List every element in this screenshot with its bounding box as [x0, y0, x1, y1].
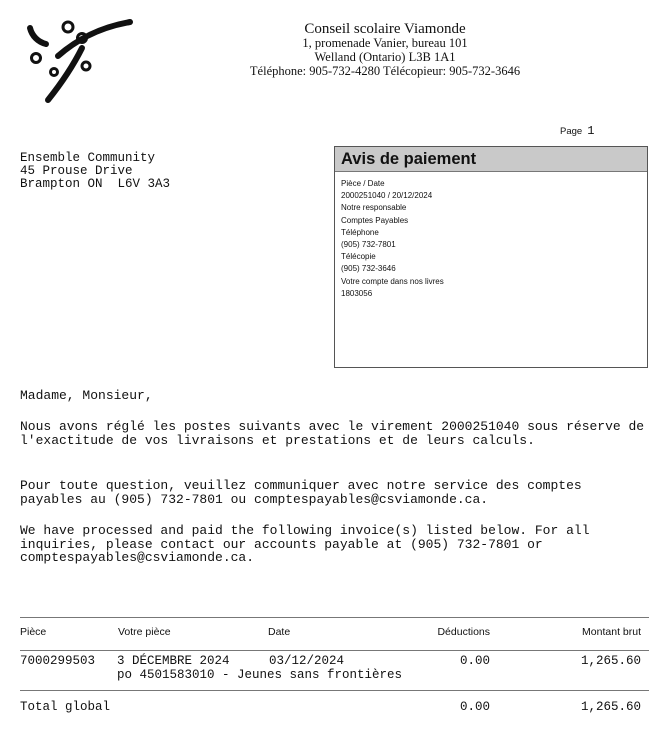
recipient-address	[20, 152, 170, 191]
column-header-deductions: Déductions	[437, 626, 490, 638]
column-header-gross-amount: Montant brut	[582, 626, 641, 638]
page-indicator	[560, 124, 594, 138]
piece-date-value: 2000251040 / 20/12/2024	[341, 191, 433, 201]
cell-description: po 4501583010 - Jeunes sans frontières	[117, 668, 403, 682]
column-header-your-piece: Votre pièce	[118, 626, 171, 638]
paragraph-french-payment: Nous avons réglé les postes suivants avec le virement 2000251040 sous réserve de l'exactitude de vos livraisons et prestations et de leurs calculs.	[20, 419, 645, 448]
column-header-piece: Pièce	[20, 626, 47, 638]
paragraph-english: We have processed and paid the following invoice(s) listed below. For all inquiries, please contact our accounts payable at (905) 732-7801 or comptespayables@csviamonde.ca.	[20, 523, 590, 565]
column-header-date: Date	[268, 626, 291, 638]
account-value: 1803056	[341, 288, 373, 298]
responsible-value: Comptes Payables	[341, 215, 409, 225]
phone-label: Téléphone	[341, 227, 379, 237]
recipient-street: 45 Prouse Drive	[20, 164, 133, 178]
cell-date: 03/12/2024	[269, 654, 345, 668]
page-label: Page	[560, 126, 583, 137]
organization-contact: Téléphone: 905-732-4280 Télécopieur: 905-732-3646	[249, 64, 521, 78]
organization-address-line2: Welland (Ontario) L3B 1A1	[314, 50, 456, 64]
total-gross-amount: 1,265.60	[580, 700, 641, 714]
cell-your-piece: 3 DÉCEMBRE 2024	[117, 654, 230, 668]
fax-value: (905) 732-3646	[341, 264, 396, 274]
organization-address-line1: 1, promenade Vanier, bureau 101	[302, 36, 468, 50]
table-top-divider	[20, 617, 649, 618]
responsible-label: Notre responsable	[341, 203, 407, 213]
organization-header	[215, 22, 555, 78]
phone-value: (905) 732-7801	[341, 240, 396, 250]
organization-name: Conseil scolaire Viamonde	[304, 21, 466, 37]
notice-title: Avis de paiement	[335, 147, 647, 172]
fax-label: Télécopie	[341, 252, 376, 262]
recipient-city: Brampton ON L6V 3A3	[20, 177, 171, 191]
recipient-name: Ensemble Community	[20, 151, 156, 165]
table-total-divider	[20, 690, 649, 691]
account-label: Votre compte dans nos livres	[341, 276, 444, 286]
page-number: 1	[587, 124, 595, 138]
total-label: Total global	[20, 700, 111, 714]
total-deductions: 0.00	[459, 700, 490, 714]
cell-gross-amount: 1,265.60	[580, 654, 641, 668]
piece-date-label: Pièce / Date	[341, 179, 385, 188]
table-header-divider	[20, 650, 649, 651]
salutation: Madame, Monsieur,	[20, 388, 153, 403]
paragraph-french-contact: Pour toute question, veuillez communiquer avec notre service des comptes payables au (905) 732-7801 ou comptespayables@csviamonde.ca.	[20, 478, 582, 507]
cell-deductions: 0.00	[459, 654, 490, 668]
viamonde-logo-icon	[24, 14, 140, 110]
cell-piece: 7000299503	[20, 654, 96, 668]
notice-fields	[335, 172, 647, 300]
payment-notice-box	[334, 146, 648, 368]
